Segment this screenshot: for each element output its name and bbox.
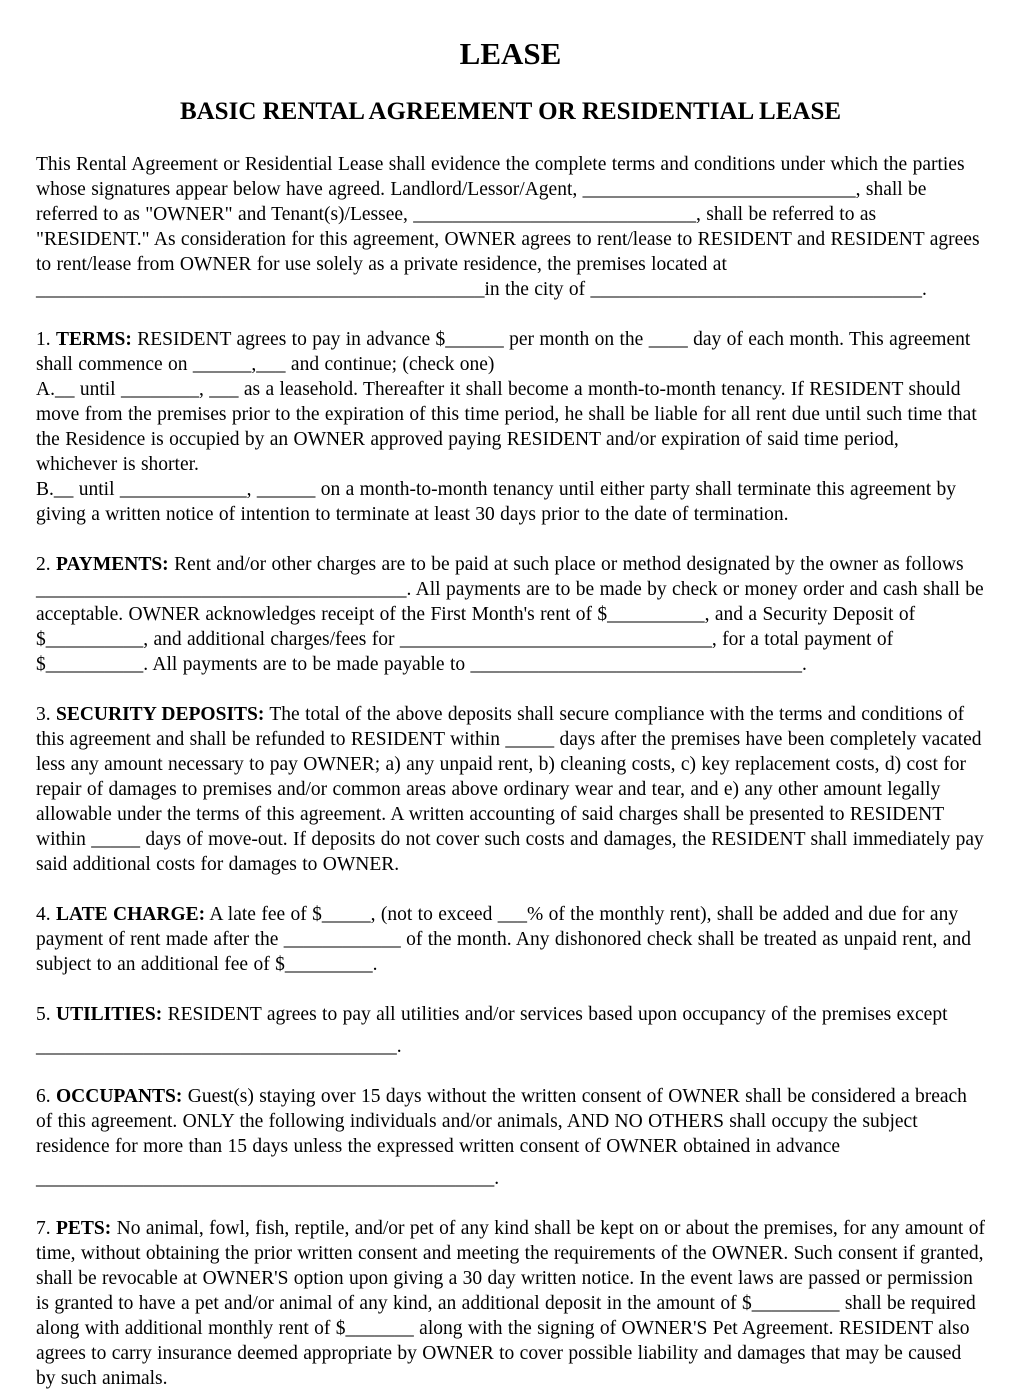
section-payments — [36, 552, 985, 677]
section-occupants-blank-line: _______________________________________________. — [36, 1168, 500, 1189]
section-late-charge-body: A late fee of $_____, (not to exceed ___% of the monthly rent), shall be added and due for any payment of rent made after the ____________ of the month. Any dishonored check shall be treated as unpaid rent, and subject to an additional fee of $_________. — [36, 904, 971, 975]
section-late-charge — [36, 902, 985, 977]
section-security-deposits — [36, 702, 985, 877]
section-occupants-number: 6. — [36, 1086, 56, 1107]
section-utilities-heading: UTILITIES: — [56, 1004, 163, 1025]
intro-paragraph: This Rental Agreement or Residential Lease shall evidence the complete terms and conditions under which the parties whose signatures appear below have agreed. Landlord/Lessor/Agent, ____________________________, shall be referred to as "OWNER" and Tenant(s)/Lessee, _____________________________, shall be referred to as "RESIDENT." As consideration for this agreement, OWNER agrees to rent/lease to RESIDENT and RESIDENT agrees to rent/lease from OWNER for use solely as a private residence, the premises located at ______________________________________________in the city of __________________________________. — [36, 154, 980, 300]
section-occupants-body: Guest(s) staying over 15 days without the written consent of OWNER shall be considered a breach of this agreement. ONLY the following individuals and/or animals, AND NO OTHERS shall occupy the subject residence for more than 15 days unless the expressed written consent of OWNER obtained in advance — [36, 1086, 967, 1157]
section-security-deposits-number: 3. — [36, 704, 56, 725]
section-occupants — [36, 1084, 985, 1159]
section-utilities-number: 5. — [36, 1004, 56, 1025]
section-utilities-body: RESIDENT agrees to pay all utilities and/or services based upon occupancy of the premises except — [162, 1004, 948, 1025]
section-terms-heading: TERMS: — [56, 329, 132, 350]
section-late-charge-heading: LATE CHARGE: — [56, 904, 206, 925]
section-payments-number: 2. — [36, 554, 56, 575]
section-pets-number: 7. — [36, 1218, 56, 1239]
section-terms-number: 1. — [36, 329, 56, 350]
section-payments-heading: PAYMENTS: — [56, 554, 169, 575]
section-late-charge-number: 4. — [36, 904, 56, 925]
section-terms-body: RESIDENT agrees to pay in advance $______ per month on the ____ day of each month. This agreement shall commence on ______,___ and continue; (check one) — [36, 329, 971, 375]
section-payments-body: Rent and/or other charges are to be paid at such place or method designated by the owner as follows ______________________________________. All payments are to be made by check or money order and cash shall be acceptable. OWNER acknowledges receipt of the First Month's rent of $__________, and a Security Deposit of $__________, and additional charges/fees for ________________________________, for a total payment of $__________. All payments are to be made payable to __________________________________. — [36, 554, 984, 675]
section-pets — [36, 1216, 985, 1391]
document-title: LEASE — [459, 36, 562, 71]
section-occupants-heading: OCCUPANTS: — [56, 1086, 183, 1107]
section-utilities-blank-line: _____________________________________. — [36, 1036, 402, 1057]
section-terms-clause-a: A.__ until ________, ___ as a leasehold. Thereafter it shall become a month-to-month tenancy. If RESIDENT should move from the premises prior to the expiration of this time period, he shall be liable for all rent due until such time that the Residence is occupied by an OWNER approved paying RESIDENT and/or expiration of said time period, whichever is shorter. — [36, 379, 977, 475]
section-terms-clause-b: B.__ until _____________, ______ on a month-to-month tenancy until either party shall terminate this agreement by giving a written notice of intention to terminate at least 30 days prior to the date of termination. — [36, 479, 957, 525]
section-utilities — [36, 1002, 985, 1027]
document-subtitle: BASIC RENTAL AGREEMENT OR RESIDENTIAL LEASE — [179, 98, 842, 125]
section-pets-heading: PETS: — [56, 1218, 112, 1239]
section-pets-body: No animal, fowl, fish, reptile, and/or pet of any kind shall be kept on or about the premises, for any amount of time, without obtaining the prior written consent and meeting the requirements of the OWNER. Such consent if granted, shall be revocable at OWNER'S option upon giving a 30 day written notice. In the event laws are passed or permission is granted to have a pet and/or animal of any kind, an additional deposit in the amount of $_________ shall be required along with additional monthly rent of $_______ along with the signing of OWNER'S Pet Agreement. RESIDENT also agrees to carry insurance deemed appropriate by OWNER to cover possible liability and damages that may be caused by such animals. — [36, 1218, 985, 1389]
section-security-deposits-heading: SECURITY DEPOSITS: — [56, 704, 265, 725]
section-security-deposits-body: The total of the above deposits shall secure compliance with the terms and conditions of this agreement and shall be refunded to RESIDENT within _____ days after the premises have been completely vacated less any amount necessary to pay OWNER; a) any unpaid rent, b) cleaning costs, c) key replacement costs, d) cost for repair of damages to premises and/or common areas above ordinary wear and tear, and e) any other amount legally allowable under the terms of this agreement. A written accounting of said charges shall be presented to RESIDENT within _____ days of move-out. If deposits do not cover such costs and damages, the RESIDENT shall immediately pay said additional costs for damages to OWNER. — [36, 704, 984, 875]
section-terms — [36, 327, 985, 527]
